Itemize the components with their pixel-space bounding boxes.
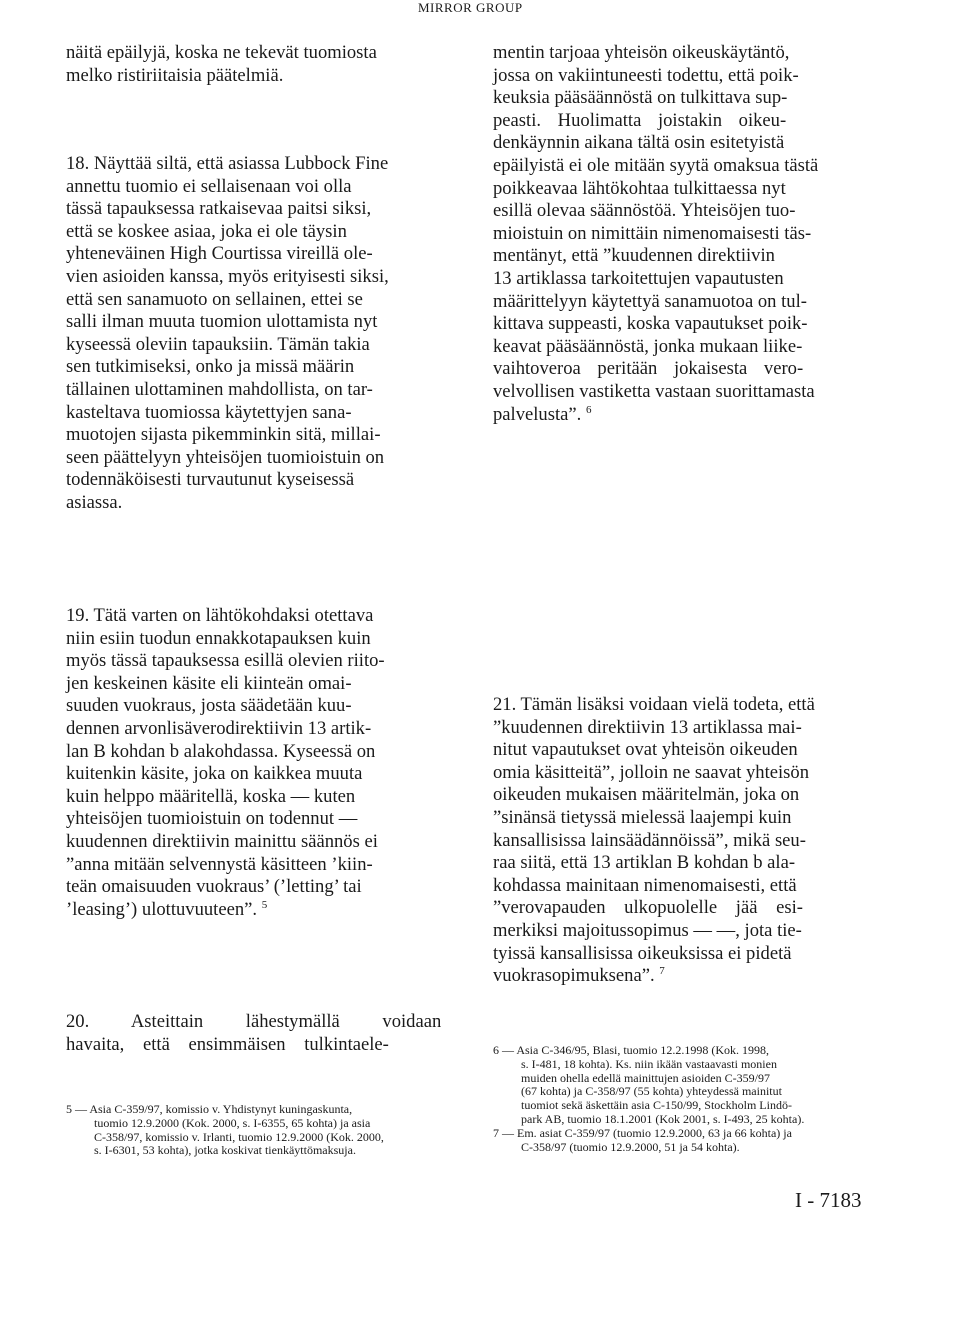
footnote-line: park AB, tuomio 18.1.2001 (Kok 2001, s. I-493, 25 kohta).: [521, 1111, 805, 1126]
footnote-ref-6: 6: [585, 403, 592, 416]
footnotes-right: [493, 1044, 893, 1154]
text-line: epäilyistä ei ole mitään syytä omaksua tästä: [493, 154, 819, 176]
text-line: tässä tapauksessa ratkaisevaa paitsi siksi,: [66, 198, 372, 220]
footnote-6: 6 — Asia C-346/95, Blasi, tuomio 12.2.1998 (Kok. 1998,: [493, 1043, 769, 1057]
footnote-line: (67 kohta) ja C-358/97 (55 kohta) yhteydessä mainitut: [521, 1084, 782, 1099]
footnote-line: muiden ohella edellä mainittujen asioiden C-359/97: [521, 1070, 770, 1085]
text-line: melko ristiriitaisia päätelmiä.: [66, 64, 284, 86]
text-line: nitut vapautukset ovat yhteisön oikeuden: [493, 739, 798, 761]
footnote-line: s. I-481, 18 kohta). Ks. niin ikään vastaavasti monien: [521, 1056, 777, 1071]
text-line: dennen arvonlisäverodirektiivin 13 artik-: [66, 717, 372, 739]
text-line: kasteltava tuomiossa käytettyjen sana-: [66, 401, 352, 423]
paragraph-20-continuation: [493, 42, 889, 426]
text-line: salli ilman muuta tuomion ulottamista nyt: [66, 311, 378, 333]
text-line: tällainen ulottaminen mahdollista, on tar-: [66, 378, 373, 400]
text-line: todennäköisesti turvautunut kyseisessä: [66, 469, 355, 491]
text-line: myös tässä tapauksessa esillä olevien riito-: [66, 650, 385, 672]
footnote-line: tuomiot sekä äskettäin asia C-150/99, Stockholm Lindö-: [521, 1098, 792, 1113]
text-line: jossa on vakiintuneesti todettu, että poik-: [493, 64, 799, 86]
text-line: kuudennen direktiivin mainittu säännös ei: [66, 830, 378, 852]
text-line: keuksia pääsäännöstä on tulkittava sup-: [493, 87, 788, 109]
paragraph-19: [66, 605, 464, 921]
text-line: tyissä kansallisissa oikeuksissa ei pidetä: [493, 942, 792, 964]
text-line: [493, 404, 889, 427]
text-line: 19. Tätä varten on lähtökohdaksi otettava: [66, 605, 374, 626]
paragraph-21: [493, 694, 889, 988]
text-line: ”verovapauden ulkopuolelle jää esi-: [493, 897, 803, 919]
footnote-line: s. I-6301, 53 kohta), jotka koskivat tienkäyttömaksuja.: [94, 1143, 356, 1158]
text-line: kuin helppo määritellä, koska — kuten: [66, 785, 356, 807]
text-fragment: ’leasing’) ulottuvuuteen”.: [66, 898, 258, 920]
text-line: ”sinänsä tietyssä mielessä laajempi kuin: [493, 806, 792, 828]
text-line: peasti. Huolimatta joistakin oikeu-: [493, 109, 787, 131]
text-line: mioistuin on nimittäin nimenomaisesti täs-: [493, 222, 812, 244]
text-line: näitä epäilyjä, koska ne tekevät tuomiosta: [66, 42, 377, 63]
text-line: velvollisen vastiketta vastaan suorittamasta: [493, 380, 815, 402]
left-paragraph-continuation: [66, 42, 464, 87]
text-line: suuden vuokraus, josta säädetään kuu-: [66, 695, 352, 717]
text-line: asiassa.: [66, 491, 123, 513]
text-line: annettu tuomio ei sellaisenaan voi olla: [66, 175, 352, 197]
text-line: poikkeavaa lähtökohtaa tulkittaessa nyt: [493, 177, 786, 199]
text-line: oikeuden mukaisen määritelmän, joka on: [493, 784, 800, 806]
text-line: sen tutkimiseksi, onko ja missä määrin: [66, 356, 355, 378]
text-line: yhteisöjen tuomioistuin on todennut —: [66, 808, 358, 830]
text-line: muotojen sijasta pikemminkin sitä, millai-: [66, 424, 381, 446]
text-line: merkiksi majoitussopimus — —, jota tie-: [493, 919, 802, 941]
text-line: määrittelyyn käytettyä sanamuotoa on tul-: [493, 290, 807, 312]
text-line: että sen sanamuoto on sellainen, ettei se: [66, 288, 363, 310]
text-line: ”kuudennen direktiivin 13 artiklassa mai-: [493, 716, 802, 738]
paragraph-18: [66, 153, 464, 515]
text-line: mentänyt, että ”kuudennen direktiivin: [493, 245, 775, 267]
text-fragment: palvelusta”.: [493, 403, 582, 425]
footnote-ref-5: 5: [261, 898, 268, 911]
text-line: yhteneväinen High Courtissa vireillä ole-: [66, 243, 373, 265]
footnotes-left: [66, 1103, 464, 1158]
text-line: keavat pääsäännöstä, jonka mukaan liike-: [493, 335, 803, 357]
text-line: lan B kohdan b alakohdassa. Kyseessä on: [66, 740, 376, 762]
text-line: vien asioiden kanssa, myös erityisesti siksi,: [66, 265, 389, 287]
text-line: kohdassa mainitaan nimenomaisesti, että: [493, 874, 797, 896]
footnote-line: C-358/97 (tuomio 12.9.2000, 51 ja 54 kohta).: [521, 1139, 740, 1154]
text-line: omia käsitteitä”, jolloin ne saavat yhteisön: [493, 761, 810, 783]
text-line: [493, 965, 889, 988]
text-line: havaita, että ensimmäisen tulkintaele-: [66, 1033, 389, 1055]
text-line: vaihtoveroa peritään jokaisesta vero-: [493, 358, 804, 380]
text-line: mentin tarjoaa yhteisön oikeuskäytäntö,: [493, 42, 790, 63]
text-line: esillä olevaa säännöstöä. Yhteisöjen tuo-: [493, 200, 796, 222]
text-fragment: vuokrasopimuksena”.: [493, 965, 655, 987]
page-number: I - 7183: [795, 1188, 862, 1212]
text-line: 20. Asteittain lähestymällä voidaan: [66, 1011, 442, 1032]
footnote-line: C-358/97, komissio v. Irlanti, tuomio 12.9.2000 (Kok. 2000,: [94, 1129, 384, 1144]
running-header: MIRROR GROUP: [418, 0, 523, 15]
text-line: raa siitä, että 13 artiklan B kohdan b ala-: [493, 852, 796, 874]
text-line: kuitenkin käsite, joka on kaikkea muuta: [66, 763, 363, 785]
text-line: kyseessä oleviin tapauksiin. Tämän takia: [66, 333, 370, 355]
footnote-ref-7: 7: [659, 964, 665, 977]
text-line: denkäynnin aikana tältä osin esitetyistä: [493, 132, 785, 154]
text-line: 21. Tämän lisäksi voidaan vielä todeta, että: [493, 694, 815, 715]
footnote-line: tuomio 12.9.2000 (Kok. 2000, s. I-6355, 65 kohta) ja asia: [94, 1115, 371, 1130]
text-line: kittava suppeasti, koska vapautukset poik-: [493, 313, 808, 335]
text-line: [66, 899, 464, 922]
text-line: jen keskeinen käsite eli kiinteän omai-: [66, 672, 352, 694]
text-line: 18. Näyttää siltä, että asiassa Lubbock Fine: [66, 153, 389, 174]
footnote-7: 7 — Em. asiat C-359/97 (tuomio 12.9.2000, 63 ja 66 kohta) ja: [493, 1125, 792, 1140]
text-line: että se koskee asiaa, joka ei ole täysin: [66, 220, 347, 242]
text-line: teän omaisuuden vuokraus’ (’letting’ tai: [66, 876, 362, 898]
text-line: seen päättelyyn yhteisöjen tuomioistuin on: [66, 446, 385, 468]
text-line: niin esiin tuodun ennakkotapauksen kuin: [66, 627, 371, 649]
text-line: 13 artiklassa tarkoitettujen vapautusten: [493, 267, 784, 289]
paragraph-20: [66, 1011, 464, 1056]
text-line: kansallisissa lainsäädännöissä”, mikä seu-: [493, 829, 806, 851]
footnote-5: 5 — Asia C-359/97, komissio v. Yhdistynyt kuningaskunta,: [66, 1102, 353, 1116]
text-line: ”anna mitään selvennystä käsitteen ’kiin-: [66, 853, 373, 875]
